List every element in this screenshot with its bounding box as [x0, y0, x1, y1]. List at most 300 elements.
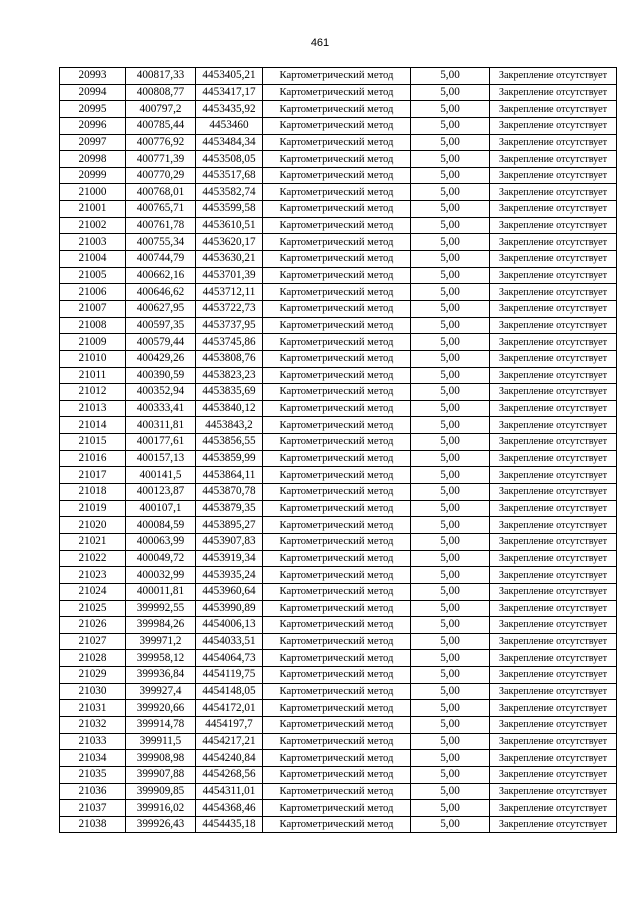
- method-cell: Картометрический метод: [263, 434, 411, 451]
- x-coordinate-cell: 400755,34: [126, 234, 196, 251]
- point-number-cell: 21006: [60, 284, 126, 301]
- fixation-cell: Закрепление отсутствует: [490, 101, 617, 118]
- x-coordinate-cell: 400579,44: [126, 334, 196, 351]
- accuracy-cell: 5,00: [411, 667, 490, 684]
- table-row: [60, 683, 617, 700]
- x-coordinate-cell: 399958,12: [126, 650, 196, 667]
- y-coordinate-cell: 4453610,51: [196, 217, 263, 234]
- fixation-cell: Закрепление отсутствует: [490, 384, 617, 401]
- accuracy-cell: 5,00: [411, 567, 490, 584]
- y-coordinate-cell: 4453630,21: [196, 251, 263, 268]
- fixation-cell: Закрепление отсутствует: [490, 167, 617, 184]
- point-number-cell: 21032: [60, 716, 126, 733]
- point-number-cell: 21011: [60, 367, 126, 384]
- method-cell: Картометрический метод: [263, 484, 411, 501]
- point-number-cell: 21000: [60, 184, 126, 201]
- point-number-cell: 20993: [60, 68, 126, 85]
- table-row: [60, 716, 617, 733]
- y-coordinate-cell: 4453907,83: [196, 533, 263, 550]
- x-coordinate-cell: 400352,94: [126, 384, 196, 401]
- accuracy-cell: 5,00: [411, 417, 490, 434]
- point-number-cell: 21036: [60, 783, 126, 800]
- method-cell: Картометрический метод: [263, 500, 411, 517]
- point-number-cell: 21019: [60, 500, 126, 517]
- accuracy-cell: 5,00: [411, 350, 490, 367]
- fixation-cell: Закрепление отсутствует: [490, 134, 617, 151]
- fixation-cell: Закрепление отсутствует: [490, 201, 617, 218]
- x-coordinate-cell: 400049,72: [126, 550, 196, 567]
- accuracy-cell: 5,00: [411, 816, 490, 833]
- accuracy-cell: 5,00: [411, 766, 490, 783]
- method-cell: Картометрический метод: [263, 750, 411, 767]
- y-coordinate-cell: 4453879,35: [196, 500, 263, 517]
- point-number-cell: 21034: [60, 750, 126, 767]
- point-number-cell: 21022: [60, 550, 126, 567]
- x-coordinate-cell: 400817,33: [126, 68, 196, 85]
- fixation-cell: Закрепление отсутствует: [490, 700, 617, 717]
- accuracy-cell: 5,00: [411, 750, 490, 767]
- x-coordinate-cell: 400157,13: [126, 450, 196, 467]
- accuracy-cell: 5,00: [411, 134, 490, 151]
- table-row: [60, 467, 617, 484]
- point-number-cell: 20995: [60, 101, 126, 118]
- y-coordinate-cell: 4453417,17: [196, 84, 263, 101]
- accuracy-cell: 5,00: [411, 184, 490, 201]
- table-row: [60, 334, 617, 351]
- fixation-cell: Закрепление отсутствует: [490, 500, 617, 517]
- method-cell: Картометрический метод: [263, 117, 411, 134]
- method-cell: Картометрический метод: [263, 800, 411, 817]
- fixation-cell: Закрепление отсутствует: [490, 84, 617, 101]
- y-coordinate-cell: 4454119,75: [196, 667, 263, 684]
- table-row: [60, 117, 617, 134]
- y-coordinate-cell: 4453737,95: [196, 317, 263, 334]
- table-row: [60, 284, 617, 301]
- point-number-cell: 21033: [60, 733, 126, 750]
- x-coordinate-cell: 400770,29: [126, 167, 196, 184]
- method-cell: Картометрический метод: [263, 583, 411, 600]
- y-coordinate-cell: 4454435,18: [196, 816, 263, 833]
- method-cell: Картометрический метод: [263, 201, 411, 218]
- table-row: [60, 450, 617, 467]
- x-coordinate-cell: 400107,1: [126, 500, 196, 517]
- table-row: [60, 68, 617, 85]
- accuracy-cell: 5,00: [411, 167, 490, 184]
- point-number-cell: 21021: [60, 533, 126, 550]
- x-coordinate-cell: 400776,92: [126, 134, 196, 151]
- table-row: [60, 550, 617, 567]
- y-coordinate-cell: 4453808,76: [196, 350, 263, 367]
- table-row: [60, 417, 617, 434]
- method-cell: Картометрический метод: [263, 151, 411, 168]
- method-cell: Картометрический метод: [263, 267, 411, 284]
- point-number-cell: 21026: [60, 617, 126, 634]
- y-coordinate-cell: 4453919,34: [196, 550, 263, 567]
- y-coordinate-cell: 4454311,01: [196, 783, 263, 800]
- x-coordinate-cell: 400141,5: [126, 467, 196, 484]
- x-coordinate-cell: 399911,5: [126, 733, 196, 750]
- accuracy-cell: 5,00: [411, 517, 490, 534]
- point-number-cell: 21003: [60, 234, 126, 251]
- accuracy-cell: 5,00: [411, 234, 490, 251]
- y-coordinate-cell: 4453864,11: [196, 467, 263, 484]
- x-coordinate-cell: 399971,2: [126, 633, 196, 650]
- x-coordinate-cell: 400808,77: [126, 84, 196, 101]
- fixation-cell: Закрепление отсутствует: [490, 650, 617, 667]
- accuracy-cell: 5,00: [411, 550, 490, 567]
- fixation-cell: Закрепление отсутствует: [490, 567, 617, 584]
- accuracy-cell: 5,00: [411, 733, 490, 750]
- fixation-cell: Закрепление отсутствует: [490, 251, 617, 268]
- y-coordinate-cell: 4453405,21: [196, 68, 263, 85]
- x-coordinate-cell: 400063,99: [126, 533, 196, 550]
- method-cell: Картометрический метод: [263, 284, 411, 301]
- table-row: [60, 251, 617, 268]
- fixation-cell: Закрепление отсутствует: [490, 617, 617, 634]
- accuracy-cell: 5,00: [411, 783, 490, 800]
- point-number-cell: 21016: [60, 450, 126, 467]
- x-coordinate-cell: 400744,79: [126, 251, 196, 268]
- accuracy-cell: 5,00: [411, 467, 490, 484]
- table-row: [60, 766, 617, 783]
- y-coordinate-cell: 4453460: [196, 117, 263, 134]
- method-cell: Картометрический метод: [263, 384, 411, 401]
- fixation-cell: Закрепление отсутствует: [490, 550, 617, 567]
- method-cell: Картометрический метод: [263, 317, 411, 334]
- table-row: [60, 583, 617, 600]
- y-coordinate-cell: 4453843,2: [196, 417, 263, 434]
- accuracy-cell: 5,00: [411, 716, 490, 733]
- accuracy-cell: 5,00: [411, 384, 490, 401]
- fixation-cell: Закрепление отсутствует: [490, 667, 617, 684]
- method-cell: Картометрический метод: [263, 134, 411, 151]
- table-row: [60, 600, 617, 617]
- accuracy-cell: 5,00: [411, 117, 490, 134]
- accuracy-cell: 5,00: [411, 201, 490, 218]
- fixation-cell: Закрепление отсутствует: [490, 783, 617, 800]
- coordinates-table: [59, 67, 617, 833]
- point-number-cell: 21024: [60, 583, 126, 600]
- fixation-cell: Закрепление отсутствует: [490, 733, 617, 750]
- x-coordinate-cell: 400662,16: [126, 267, 196, 284]
- y-coordinate-cell: 4453582,74: [196, 184, 263, 201]
- y-coordinate-cell: 4453895,27: [196, 517, 263, 534]
- table-row: [60, 484, 617, 501]
- accuracy-cell: 5,00: [411, 800, 490, 817]
- x-coordinate-cell: 399926,43: [126, 816, 196, 833]
- point-number-cell: 21001: [60, 201, 126, 218]
- fixation-cell: Закрепление отсутствует: [490, 350, 617, 367]
- page-number: 461: [310, 37, 330, 49]
- method-cell: Картометрический метод: [263, 334, 411, 351]
- method-cell: Картометрический метод: [263, 600, 411, 617]
- table-row: [60, 400, 617, 417]
- method-cell: Картометрический метод: [263, 184, 411, 201]
- y-coordinate-cell: 4453960,64: [196, 583, 263, 600]
- fixation-cell: Закрепление отсутствует: [490, 450, 617, 467]
- fixation-cell: Закрепление отсутствует: [490, 716, 617, 733]
- coordinates-table-body: [60, 68, 617, 833]
- x-coordinate-cell: 400011,81: [126, 583, 196, 600]
- x-coordinate-cell: 400768,01: [126, 184, 196, 201]
- table-row: [60, 217, 617, 234]
- point-number-cell: 21005: [60, 267, 126, 284]
- method-cell: Картометрический метод: [263, 816, 411, 833]
- fixation-cell: Закрепление отсутствует: [490, 683, 617, 700]
- fixation-cell: Закрепление отсутствует: [490, 517, 617, 534]
- point-number-cell: 21038: [60, 816, 126, 833]
- fixation-cell: Закрепление отсутствует: [490, 750, 617, 767]
- fixation-cell: Закрепление отсутствует: [490, 434, 617, 451]
- x-coordinate-cell: 399992,55: [126, 600, 196, 617]
- table-row: [60, 750, 617, 767]
- y-coordinate-cell: 4453835,69: [196, 384, 263, 401]
- point-number-cell: 20997: [60, 134, 126, 151]
- point-number-cell: 21035: [60, 766, 126, 783]
- y-coordinate-cell: 4454148,05: [196, 683, 263, 700]
- accuracy-cell: 5,00: [411, 700, 490, 717]
- method-cell: Картометрический метод: [263, 217, 411, 234]
- table-row: [60, 84, 617, 101]
- fixation-cell: Закрепление отсутствует: [490, 217, 617, 234]
- x-coordinate-cell: 400311,81: [126, 417, 196, 434]
- method-cell: Картометрический метод: [263, 84, 411, 101]
- table-row: [60, 700, 617, 717]
- table-row: [60, 650, 617, 667]
- x-coordinate-cell: 400797,2: [126, 101, 196, 118]
- point-number-cell: 21017: [60, 467, 126, 484]
- x-coordinate-cell: 400177,61: [126, 434, 196, 451]
- method-cell: Картометрический метод: [263, 733, 411, 750]
- table-row: [60, 367, 617, 384]
- method-cell: Картометрический метод: [263, 683, 411, 700]
- point-number-cell: 21014: [60, 417, 126, 434]
- point-number-cell: 21008: [60, 317, 126, 334]
- x-coordinate-cell: 400123,87: [126, 484, 196, 501]
- method-cell: Картометрический метод: [263, 467, 411, 484]
- point-number-cell: 21023: [60, 567, 126, 584]
- fixation-cell: Закрепление отсутствует: [490, 583, 617, 600]
- method-cell: Картометрический метод: [263, 251, 411, 268]
- y-coordinate-cell: 4453990,89: [196, 600, 263, 617]
- y-coordinate-cell: 4454217,21: [196, 733, 263, 750]
- x-coordinate-cell: 399927,4: [126, 683, 196, 700]
- y-coordinate-cell: 4454240,84: [196, 750, 263, 767]
- fixation-cell: Закрепление отсутствует: [490, 184, 617, 201]
- table-row: [60, 151, 617, 168]
- table-row: [60, 134, 617, 151]
- point-number-cell: 20996: [60, 117, 126, 134]
- x-coordinate-cell: 399909,85: [126, 783, 196, 800]
- method-cell: Картометрический метод: [263, 550, 411, 567]
- table-row: [60, 667, 617, 684]
- table-row: [60, 300, 617, 317]
- fixation-cell: Закрепление отсутствует: [490, 800, 617, 817]
- accuracy-cell: 5,00: [411, 300, 490, 317]
- x-coordinate-cell: 400771,39: [126, 151, 196, 168]
- fixation-cell: Закрепление отсутствует: [490, 633, 617, 650]
- y-coordinate-cell: 4454172,01: [196, 700, 263, 717]
- table-row: [60, 800, 617, 817]
- point-number-cell: 21020: [60, 517, 126, 534]
- table-row: [60, 500, 617, 517]
- y-coordinate-cell: 4454268,56: [196, 766, 263, 783]
- fixation-cell: Закрепление отсутствует: [490, 417, 617, 434]
- x-coordinate-cell: 399914,78: [126, 716, 196, 733]
- fixation-cell: Закрепление отсутствует: [490, 151, 617, 168]
- accuracy-cell: 5,00: [411, 633, 490, 650]
- accuracy-cell: 5,00: [411, 600, 490, 617]
- y-coordinate-cell: 4453599,58: [196, 201, 263, 218]
- accuracy-cell: 5,00: [411, 284, 490, 301]
- table-row: [60, 234, 617, 251]
- method-cell: Картометрический метод: [263, 417, 411, 434]
- x-coordinate-cell: 400390,59: [126, 367, 196, 384]
- table-row: [60, 617, 617, 634]
- y-coordinate-cell: 4453712,11: [196, 284, 263, 301]
- table-row: [60, 350, 617, 367]
- accuracy-cell: 5,00: [411, 400, 490, 417]
- x-coordinate-cell: 400785,44: [126, 117, 196, 134]
- x-coordinate-cell: 400333,41: [126, 400, 196, 417]
- method-cell: Картометрический метод: [263, 234, 411, 251]
- fixation-cell: Закрепление отсутствует: [490, 68, 617, 85]
- table-row: [60, 184, 617, 201]
- table-row: [60, 517, 617, 534]
- point-number-cell: 20994: [60, 84, 126, 101]
- point-number-cell: 21002: [60, 217, 126, 234]
- fixation-cell: Закрепление отсутствует: [490, 816, 617, 833]
- fixation-cell: Закрепление отсутствует: [490, 117, 617, 134]
- accuracy-cell: 5,00: [411, 217, 490, 234]
- method-cell: Картометрический метод: [263, 667, 411, 684]
- accuracy-cell: 5,00: [411, 500, 490, 517]
- point-number-cell: 21012: [60, 384, 126, 401]
- accuracy-cell: 5,00: [411, 683, 490, 700]
- accuracy-cell: 5,00: [411, 367, 490, 384]
- point-number-cell: 21037: [60, 800, 126, 817]
- accuracy-cell: 5,00: [411, 151, 490, 168]
- method-cell: Картометрический метод: [263, 766, 411, 783]
- y-coordinate-cell: 4453484,34: [196, 134, 263, 151]
- accuracy-cell: 5,00: [411, 484, 490, 501]
- point-number-cell: 21031: [60, 700, 126, 717]
- x-coordinate-cell: 399936,84: [126, 667, 196, 684]
- x-coordinate-cell: 399920,66: [126, 700, 196, 717]
- y-coordinate-cell: 4454064,73: [196, 650, 263, 667]
- x-coordinate-cell: 400765,71: [126, 201, 196, 218]
- y-coordinate-cell: 4453823,23: [196, 367, 263, 384]
- y-coordinate-cell: 4453870,78: [196, 484, 263, 501]
- x-coordinate-cell: 399908,98: [126, 750, 196, 767]
- table-row: [60, 434, 617, 451]
- fixation-cell: Закрепление отсутствует: [490, 317, 617, 334]
- accuracy-cell: 5,00: [411, 84, 490, 101]
- point-number-cell: 21013: [60, 400, 126, 417]
- point-number-cell: 21029: [60, 667, 126, 684]
- table-row: [60, 633, 617, 650]
- fixation-cell: Закрепление отсутствует: [490, 284, 617, 301]
- accuracy-cell: 5,00: [411, 68, 490, 85]
- fixation-cell: Закрепление отсутствует: [490, 400, 617, 417]
- fixation-cell: Закрепление отсутствует: [490, 334, 617, 351]
- fixation-cell: Закрепление отсутствует: [490, 484, 617, 501]
- method-cell: Картометрический метод: [263, 68, 411, 85]
- method-cell: Картометрический метод: [263, 367, 411, 384]
- x-coordinate-cell: 399984,26: [126, 617, 196, 634]
- x-coordinate-cell: 400429,26: [126, 350, 196, 367]
- point-number-cell: 21015: [60, 434, 126, 451]
- method-cell: Картометрический метод: [263, 700, 411, 717]
- x-coordinate-cell: 399916,02: [126, 800, 196, 817]
- table-row: [60, 533, 617, 550]
- point-number-cell: 21025: [60, 600, 126, 617]
- table-row: [60, 267, 617, 284]
- method-cell: Картометрический метод: [263, 716, 411, 733]
- fixation-cell: Закрепление отсутствует: [490, 533, 617, 550]
- point-number-cell: 21009: [60, 334, 126, 351]
- y-coordinate-cell: 4454006,13: [196, 617, 263, 634]
- method-cell: Картометрический метод: [263, 400, 411, 417]
- method-cell: Картометрический метод: [263, 101, 411, 118]
- point-number-cell: 21007: [60, 300, 126, 317]
- table-row: [60, 567, 617, 584]
- accuracy-cell: 5,00: [411, 334, 490, 351]
- point-number-cell: 21004: [60, 251, 126, 268]
- accuracy-cell: 5,00: [411, 251, 490, 268]
- accuracy-cell: 5,00: [411, 450, 490, 467]
- method-cell: Картометрический метод: [263, 517, 411, 534]
- x-coordinate-cell: 400627,95: [126, 300, 196, 317]
- x-coordinate-cell: 400646,62: [126, 284, 196, 301]
- point-number-cell: 21018: [60, 484, 126, 501]
- point-number-cell: 21030: [60, 683, 126, 700]
- fixation-cell: Закрепление отсутствует: [490, 600, 617, 617]
- table-row: [60, 101, 617, 118]
- y-coordinate-cell: 4453859,99: [196, 450, 263, 467]
- method-cell: Картометрический метод: [263, 450, 411, 467]
- method-cell: Картометрический метод: [263, 533, 411, 550]
- fixation-cell: Закрепление отсутствует: [490, 766, 617, 783]
- method-cell: Картометрический метод: [263, 300, 411, 317]
- y-coordinate-cell: 4454197,7: [196, 716, 263, 733]
- accuracy-cell: 5,00: [411, 650, 490, 667]
- fixation-cell: Закрепление отсутствует: [490, 367, 617, 384]
- table-row: [60, 201, 617, 218]
- y-coordinate-cell: 4453517,68: [196, 167, 263, 184]
- accuracy-cell: 5,00: [411, 317, 490, 334]
- table-row: [60, 167, 617, 184]
- y-coordinate-cell: 4453620,17: [196, 234, 263, 251]
- method-cell: Картометрический метод: [263, 567, 411, 584]
- accuracy-cell: 5,00: [411, 101, 490, 118]
- x-coordinate-cell: 400597,35: [126, 317, 196, 334]
- method-cell: Картометрический метод: [263, 350, 411, 367]
- y-coordinate-cell: 4453435,92: [196, 101, 263, 118]
- y-coordinate-cell: 4453722,73: [196, 300, 263, 317]
- method-cell: Картометрический метод: [263, 617, 411, 634]
- y-coordinate-cell: 4453856,55: [196, 434, 263, 451]
- x-coordinate-cell: 400084,59: [126, 517, 196, 534]
- fixation-cell: Закрепление отсутствует: [490, 300, 617, 317]
- point-number-cell: 20998: [60, 151, 126, 168]
- method-cell: Картометрический метод: [263, 783, 411, 800]
- table-row: [60, 783, 617, 800]
- point-number-cell: 21028: [60, 650, 126, 667]
- point-number-cell: 21027: [60, 633, 126, 650]
- accuracy-cell: 5,00: [411, 434, 490, 451]
- point-number-cell: 21010: [60, 350, 126, 367]
